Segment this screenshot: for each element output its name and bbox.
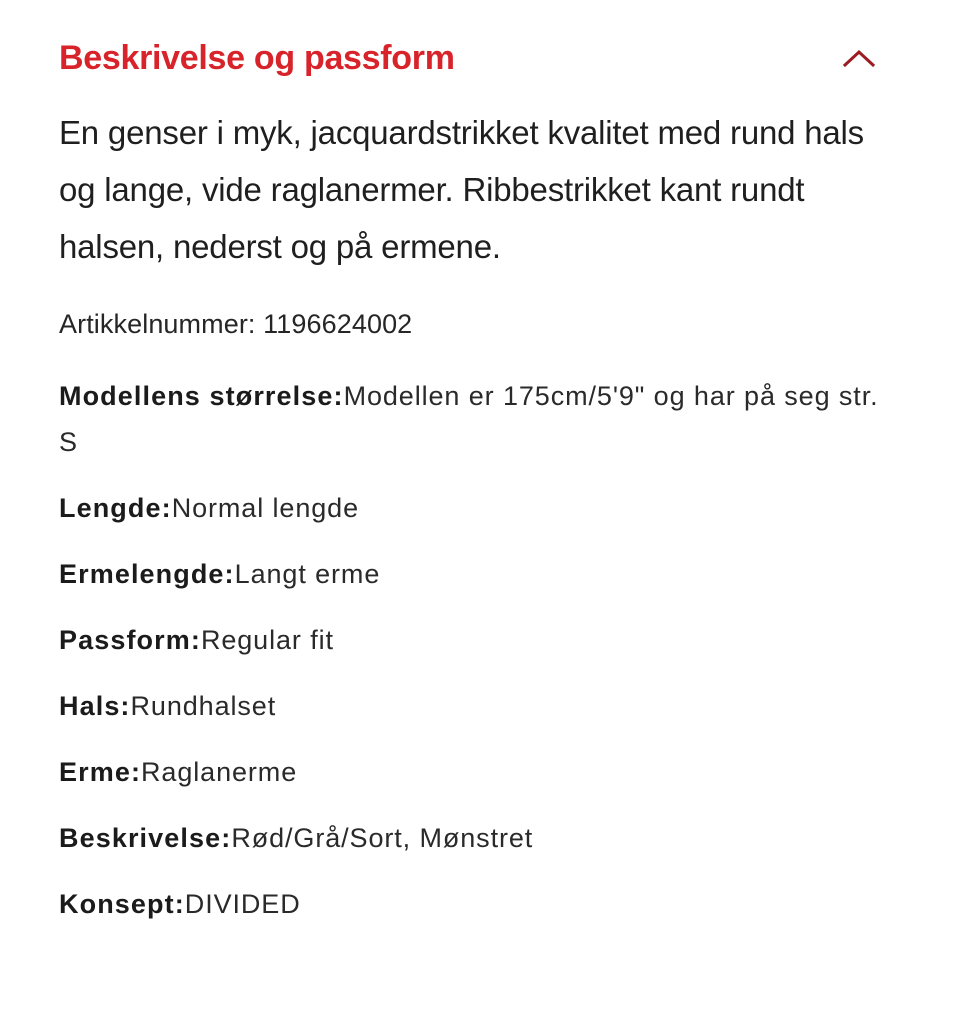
attribute-row-sleeve-length (59, 551, 901, 597)
product-description-text: En genser i myk, jacquardstrikket kvalitet med rund hals og lange, vide raglanermer. Ribbestrikket kant rundt halsen, nederst og på ermene. (59, 114, 864, 265)
attribute-label: Lengde: (59, 493, 172, 523)
attribute-label: Ermelengde: (59, 559, 235, 589)
attribute-label: Modellens størrelse: (59, 381, 344, 411)
attribute-value: Langt erme (234, 559, 381, 589)
section-header[interactable] (59, 0, 901, 96)
article-number: Artikkelnummer: 1196624002 (59, 309, 413, 339)
page-title: Beskrivelse og passform (59, 39, 455, 77)
chevron-up-icon (843, 48, 875, 68)
attribute-row-length (59, 485, 901, 531)
attribute-list (59, 343, 901, 927)
attribute-value: Raglanerme (141, 757, 298, 787)
attribute-row-sleeve (59, 749, 901, 795)
attribute-value: Rød/Grå/Sort, Mønstret (231, 823, 534, 853)
attribute-row-description (59, 815, 901, 861)
attribute-value: Regular fit (200, 625, 334, 655)
attribute-value: Rundhalset (130, 691, 277, 721)
collapse-section-button[interactable] (839, 38, 879, 78)
attribute-row-neckline (59, 683, 901, 729)
attribute-value: Modellen er 175cm/5'9" og har på seg str. S (59, 381, 879, 457)
attribute-row-concept (59, 881, 901, 927)
attribute-label: Konsept: (59, 889, 185, 919)
attribute-label: Erme: (59, 757, 142, 787)
attribute-label: Beskrivelse: (59, 823, 232, 853)
attribute-value: DIVIDED (184, 889, 301, 919)
attribute-row-fit (59, 617, 901, 663)
attribute-value: Normal lengde (171, 493, 359, 523)
attribute-row-model-size (59, 373, 889, 465)
attribute-label: Passform: (59, 625, 201, 655)
attribute-label: Hals: (59, 691, 131, 721)
